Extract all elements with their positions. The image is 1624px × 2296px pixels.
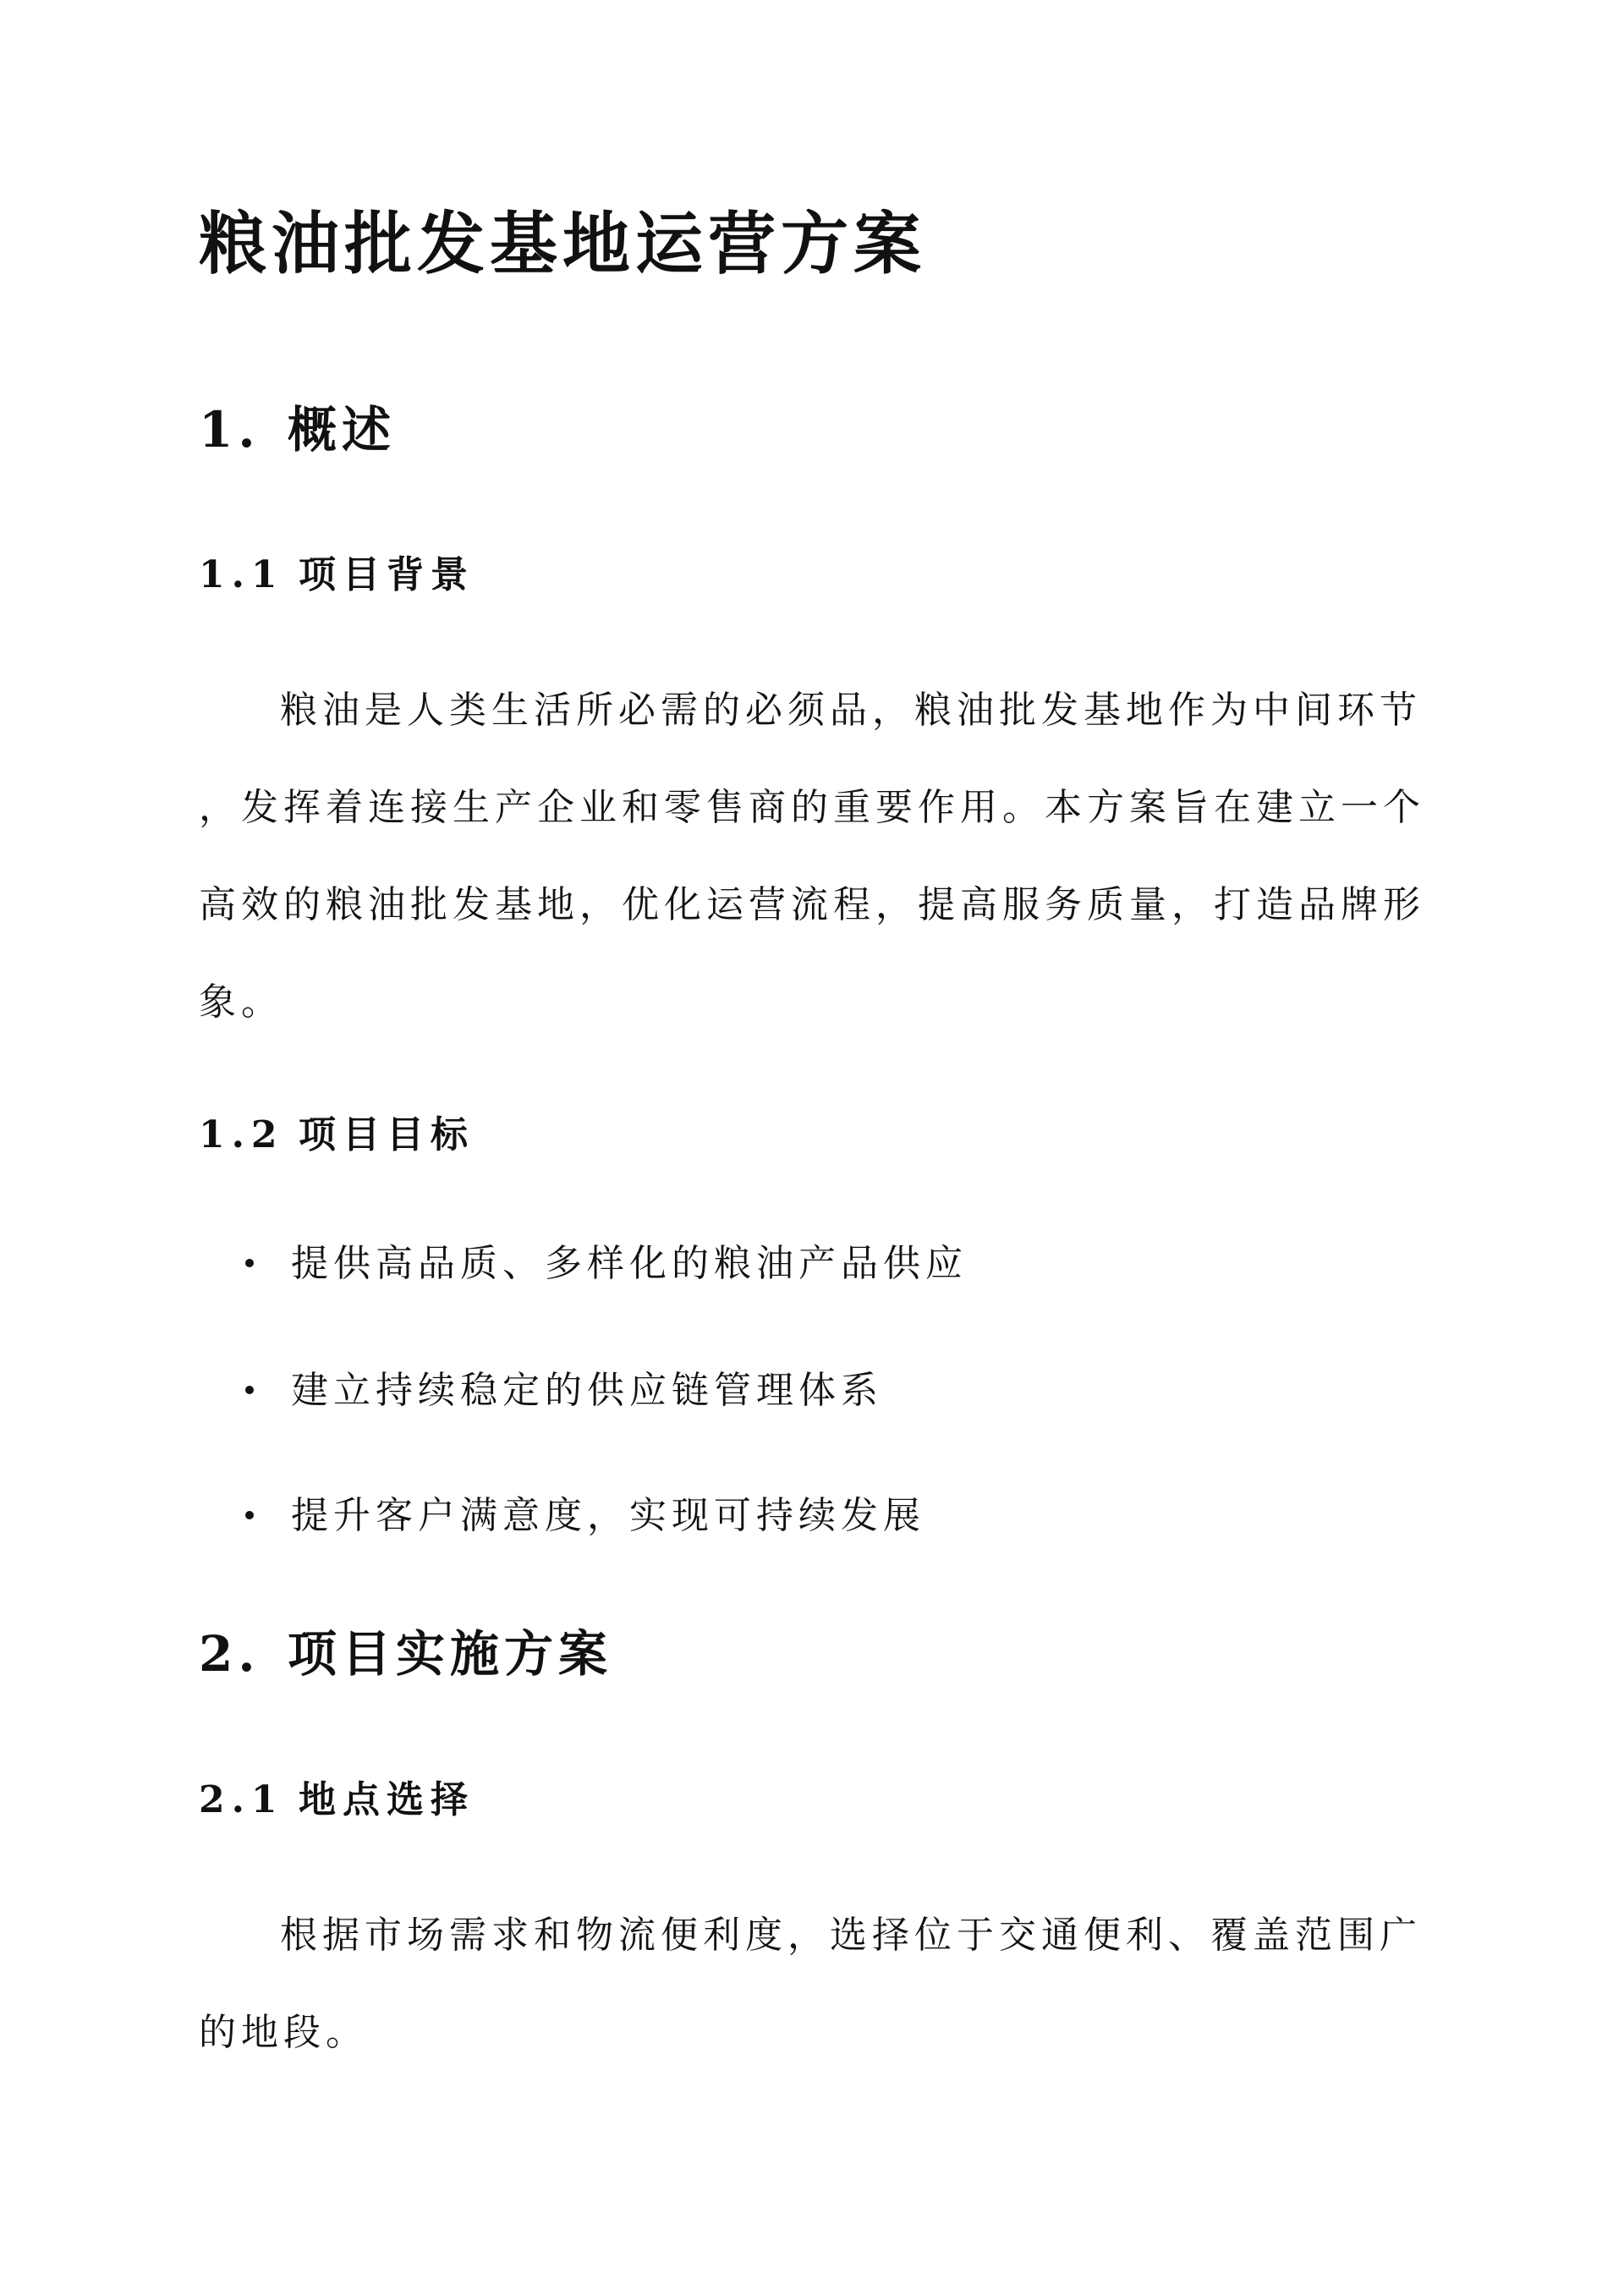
section-title: 项目实施方案 [288, 1625, 613, 1683]
document-title: 粮油批发基地运营方案 [199, 204, 926, 283]
list-item [245, 1234, 968, 1294]
bullet-icon [245, 1259, 254, 1267]
list-item-text: 提供高品质、多样化的粮油产品供应 [291, 1242, 968, 1285]
subsection-title: 地点选择 [299, 1778, 475, 1821]
bullet-icon [245, 1386, 254, 1394]
subsection-heading-background [199, 546, 1425, 605]
section-heading-implementation [199, 1616, 1425, 1692]
subsection-number: 1.1 [199, 553, 284, 596]
section-number: 1. [199, 401, 261, 459]
section-heading-overview [199, 392, 1425, 468]
location-paragraph [199, 1887, 1425, 2081]
list-item-text: 建立持续稳定的供应链管理体系 [291, 1369, 883, 1412]
section-title: 概述 [288, 401, 397, 459]
list-item [245, 1361, 883, 1420]
subsection-heading-goals [199, 1106, 1425, 1165]
paragraph-line: ，发挥着连接生产企业和零售商的重要作用。本方案旨在建立一个 [199, 786, 1425, 829]
subsection-heading-location [199, 1771, 1425, 1830]
background-paragraph [199, 662, 1425, 1051]
subsection-title: 项目背景 [299, 553, 475, 596]
paragraph-line: 粮油是人类生活所必需的必须品，粮油批发基地作为中间环节 [280, 689, 1422, 732]
subsection-title: 项目目标 [299, 1113, 475, 1156]
bullet-icon [245, 1511, 254, 1519]
subsection-number: 1.2 [199, 1113, 284, 1156]
section-number: 2. [199, 1625, 261, 1683]
paragraph-line: 高效的粮油批发基地，优化运营流程，提高服务质量，打造品牌形 [199, 883, 1425, 926]
paragraph-line: 的地段。 [199, 2011, 368, 2054]
list-item-text: 提升客户满意度，实现可持续发展 [291, 1494, 925, 1537]
paragraph-line: 根据市场需求和物流便利度，选择位于交通便利、覆盖范围广 [280, 1914, 1422, 1957]
paragraph-line: 象。 [199, 980, 283, 1024]
subsection-number: 2.1 [199, 1778, 284, 1821]
list-item [245, 1486, 925, 1546]
